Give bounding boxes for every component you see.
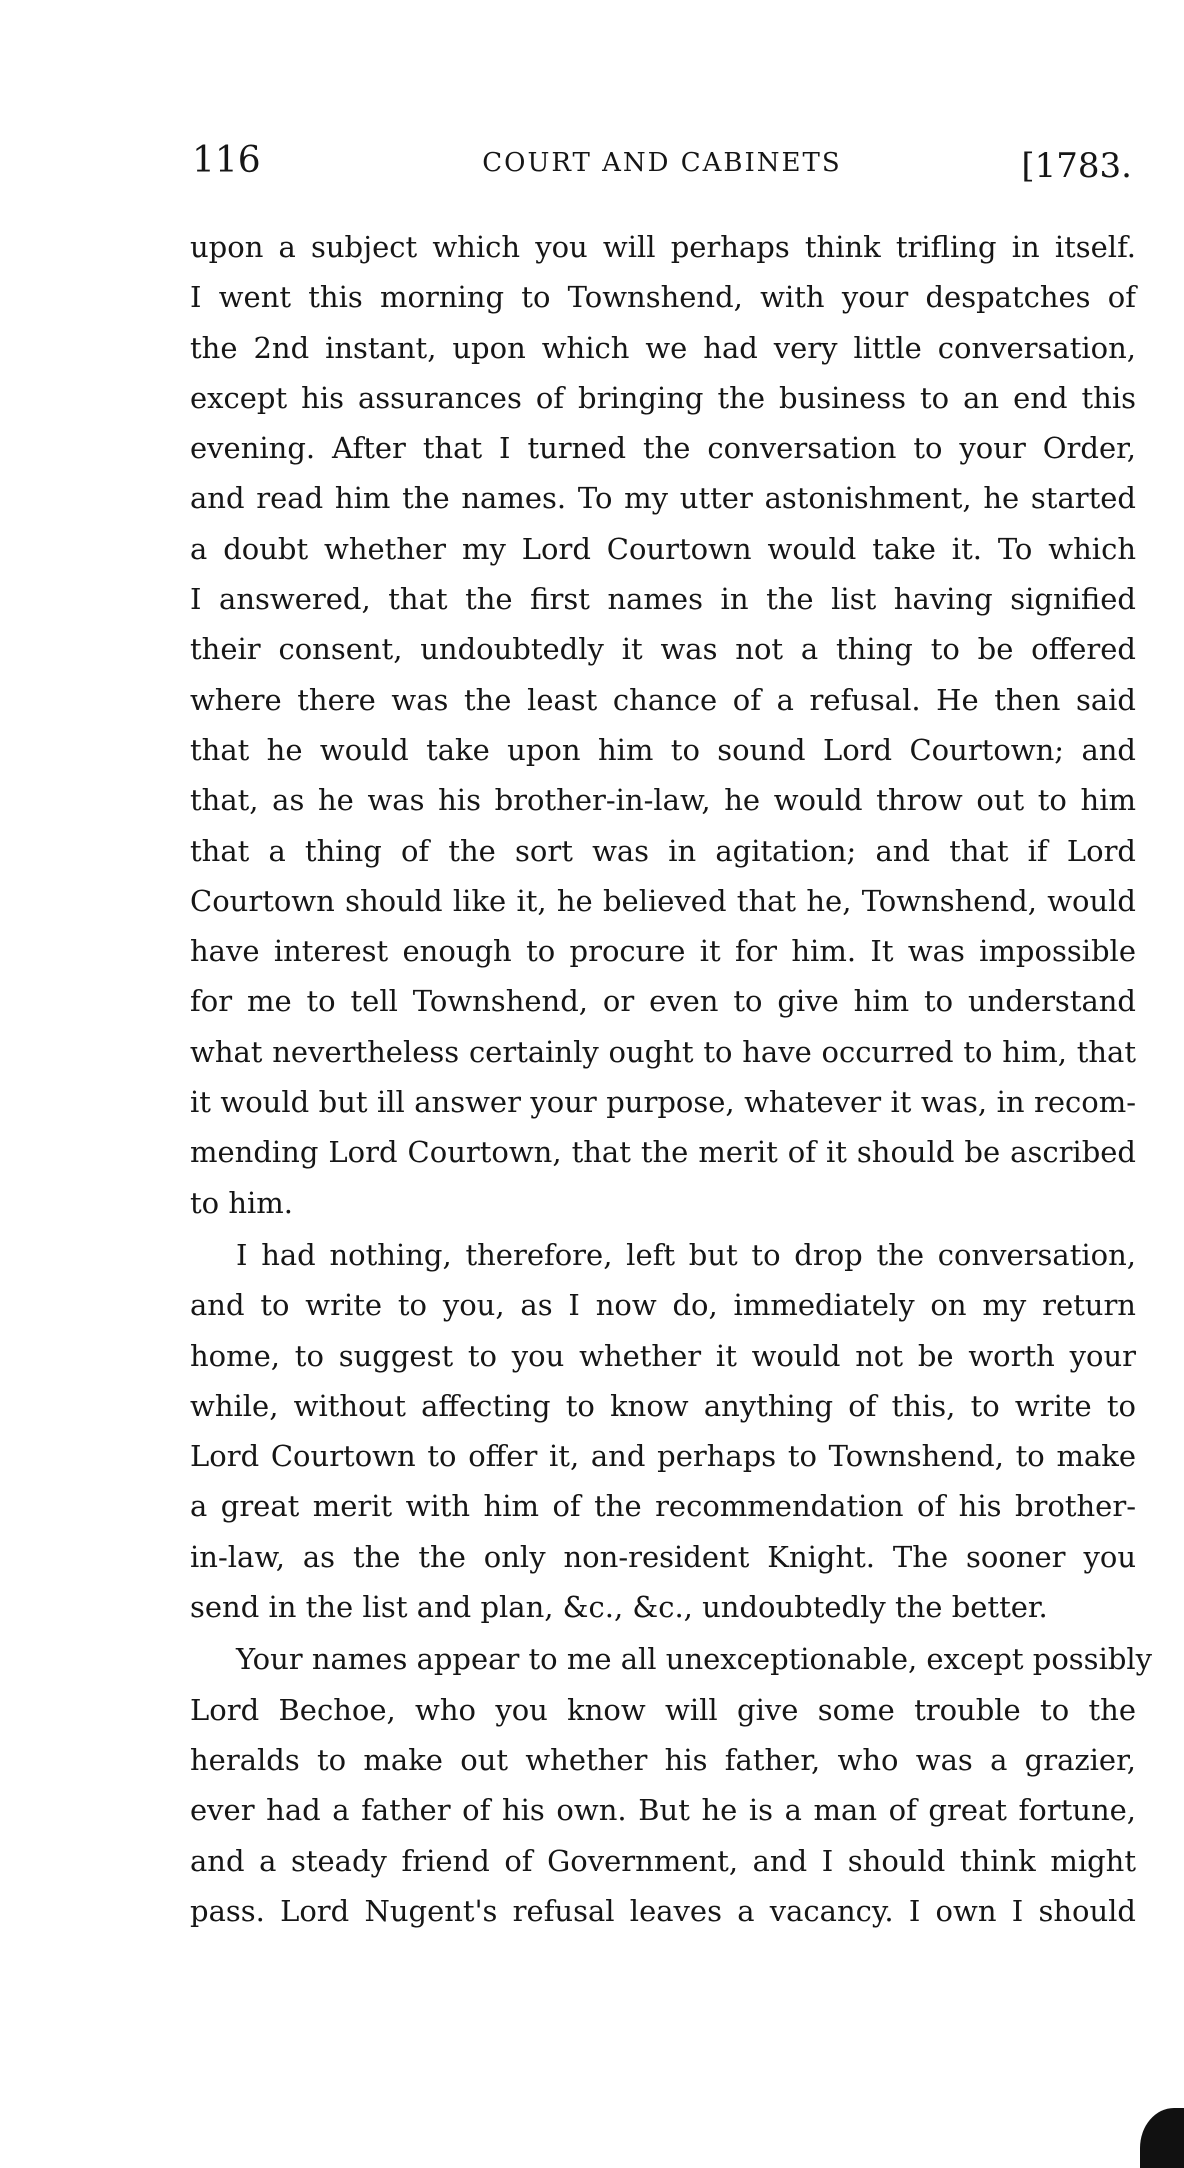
text-line: upon a subject which you will perhaps think trifling in itself. bbox=[190, 230, 1136, 264]
text-line: Lord Courtown to offer it, and perhaps to Townshend, to make bbox=[190, 1439, 1136, 1474]
text-line: home, to suggest to you whether it would not be worth your bbox=[190, 1338, 1136, 1373]
running-title: COURT AND CABINETS bbox=[482, 148, 842, 178]
text-line: send in the list and plan, &c., &c., undoubtedly the better. bbox=[190, 1590, 1048, 1625]
text-line: to him. bbox=[190, 1185, 294, 1220]
text-line: Your names appear to me all unexceptionable, except possibly bbox=[236, 1642, 1153, 1677]
text-line: Lord Bechoe, who you know will give some trouble to the bbox=[190, 1692, 1136, 1727]
text-line: in-law, as the the only non-resident Knight. The sooner you bbox=[190, 1539, 1136, 1574]
text-line: a doubt whether my Lord Courtown would take it. To which bbox=[190, 531, 1136, 566]
body-text bbox=[190, 222, 1153, 1936]
text-line: their consent, undoubtedly it was not a thing to be offered bbox=[190, 632, 1136, 667]
text-line: what nevertheless certainly ought to have occurred to him, that bbox=[190, 1034, 1136, 1069]
text-line: mending Lord Courtown, that the merit of it should be ascribed bbox=[190, 1135, 1136, 1170]
text-line: except his assurances of bringing the business to an end this bbox=[190, 380, 1136, 415]
text-line: have interest enough to procure it for him. It was impossible bbox=[190, 934, 1136, 969]
page-corner-mark bbox=[1140, 2108, 1184, 2168]
text-line: ever had a father of his own. But he is a man of great fortune, bbox=[190, 1793, 1136, 1828]
text-line: I had nothing, therefore, left but to drop the conversation, bbox=[236, 1237, 1136, 1272]
text-line: I went this morning to Townshend, with your despatches of bbox=[190, 280, 1136, 315]
text-line: and a steady friend of Government, and I should think might bbox=[190, 1843, 1136, 1878]
text-line: that a thing of the sort was in agitation; and that if Lord bbox=[190, 833, 1136, 868]
text-line: a great merit with him of the recommendation of his brother- bbox=[190, 1489, 1136, 1524]
paragraph-3 bbox=[190, 1634, 1153, 1936]
text-line: and to write to you, as I now do, immediately on my return bbox=[190, 1288, 1136, 1323]
text-line: where there was the least chance of a refusal. He then said bbox=[190, 682, 1136, 717]
page-number: 116 bbox=[192, 140, 261, 181]
text-line: the 2nd instant, upon which we had very little conversation, bbox=[190, 330, 1136, 365]
text-line: it would but ill answer your purpose, whatever it was, in recom- bbox=[190, 1085, 1136, 1120]
paragraph-1 bbox=[190, 222, 1136, 1228]
page-header bbox=[192, 140, 1132, 200]
text-line: that he would take upon him to sound Lord Courtown; and bbox=[190, 732, 1136, 767]
text-line: I answered, that the first names in the list having signified bbox=[190, 582, 1136, 617]
paragraph-2 bbox=[190, 1230, 1136, 1632]
text-line: Courtown should like it, he believed that he, Townshend, would bbox=[190, 883, 1136, 918]
text-line: evening. After that I turned the conversation to your Order, bbox=[190, 431, 1136, 466]
header-year: [1783. bbox=[1021, 146, 1132, 186]
text-line: heralds to make out whether his father, who was a grazier, bbox=[190, 1742, 1136, 1777]
text-line: that, as he was his brother-in-law, he would throw out to him bbox=[190, 783, 1136, 818]
text-line: and read him the names. To my utter astonishment, he started bbox=[190, 481, 1136, 516]
text-line: while, without affecting to know anything of this, to write to bbox=[190, 1388, 1136, 1423]
text-line: pass. Lord Nugent's refusal leaves a vacancy. I own I should bbox=[190, 1893, 1136, 1928]
text-line: for me to tell Townshend, or even to give him to understand bbox=[190, 984, 1136, 1019]
